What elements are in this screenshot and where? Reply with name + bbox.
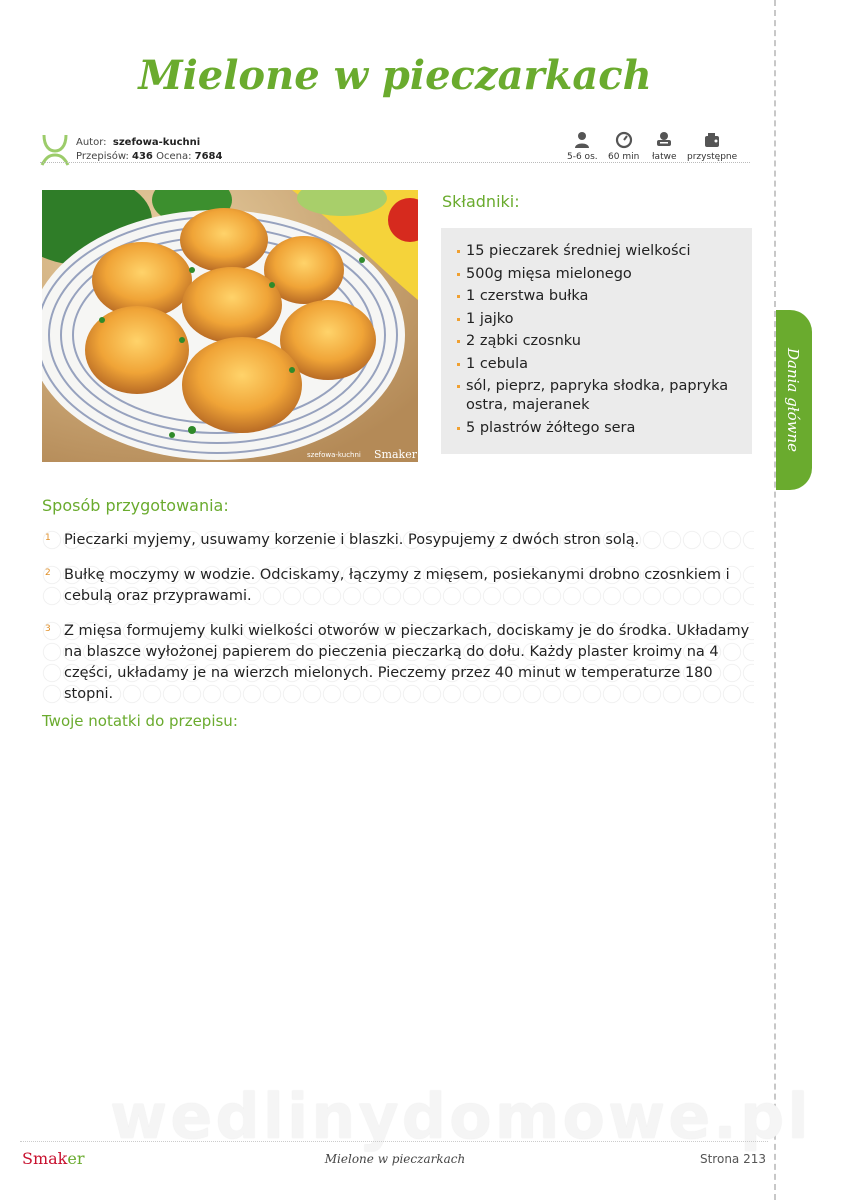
photo-watermark: Smaker xyxy=(374,448,417,461)
step-number: 3 xyxy=(45,624,51,634)
step-number: 2 xyxy=(45,568,51,578)
logo-part-b: er xyxy=(67,1149,85,1168)
author-info xyxy=(76,136,222,164)
photo-credit: szefowa-kuchni xyxy=(307,451,361,459)
difficulty-meta xyxy=(652,131,677,162)
servings-meta xyxy=(567,131,598,162)
rating-label: Ocena: xyxy=(156,151,192,162)
category-tab[interactable] xyxy=(776,310,812,490)
step-item xyxy=(42,530,754,551)
page-number: Strona 213 xyxy=(699,1152,766,1166)
time-meta xyxy=(608,131,639,162)
preparation-steps xyxy=(42,530,754,719)
cost-label: przystępne xyxy=(687,152,738,162)
ingredient-item: 1 czerstwa bułka xyxy=(457,287,738,306)
step-number: 1 xyxy=(45,533,51,543)
site-watermark: wedlinydomowe.pl xyxy=(110,1080,812,1153)
ingredients-list xyxy=(457,242,738,438)
step-item xyxy=(42,621,754,705)
person-icon xyxy=(573,131,591,149)
ingredient-item: 5 plastrów żółtego sera xyxy=(457,419,738,438)
servings-label: 5-6 os. xyxy=(567,152,598,162)
ingredient-item: 1 jajko xyxy=(457,310,738,329)
author-divider xyxy=(40,162,750,163)
preparation-heading: Sposób przygotowania: xyxy=(42,496,229,515)
ingredients-heading: Składniki: xyxy=(442,192,520,211)
step-text: Bułkę moczymy w wodzie. Odciskamy, łączymy z mięsem, posiekanymi drobno czosnkiem i cebulą oraz przyprawami. xyxy=(64,567,730,604)
step-text: Pieczarki myjemy, usuwamy korzenie i blaszki. Posypujemy z dwóch stron solą. xyxy=(64,532,640,548)
step-item xyxy=(42,565,754,607)
page-title: Mielone w pieczarkach xyxy=(138,52,652,99)
footer-divider xyxy=(20,1141,768,1142)
ingredient-item: 15 pieczarek średniej wielkości xyxy=(457,242,738,261)
notes-heading: Twoje notatki do przepisu: xyxy=(42,712,238,730)
cut-line xyxy=(774,0,776,1200)
chef-hat-icon xyxy=(655,131,673,149)
step-text: Z mięsa formujemy kulki wielkości otworów w pieczarkach, dociskamy je do środka. Układamy na blaszce wyłożonej papierem do pieczenia pieczarką do dołu. Każdy plaster kroimy na 4 części, układamy je na wierzch mielonych. Pieczemy przez 40 minut w temperaturze 180 stopni. xyxy=(64,623,750,702)
author-name[interactable]: szefowa-kuchni xyxy=(112,137,201,148)
ingredient-item: 2 ząbki czosnku xyxy=(457,332,738,351)
time-label: 60 min xyxy=(608,152,640,162)
ingredient-item: 500g mięsa mielonego xyxy=(457,265,738,284)
rating-value: 7684 xyxy=(194,151,223,162)
author-label: Autor: xyxy=(76,137,107,148)
difficulty-label: łatwe xyxy=(652,152,677,162)
category-tab-label: Dania główne xyxy=(784,348,802,453)
wallet-icon xyxy=(703,131,721,149)
ingredient-item: sól, pieprz, papryka słodka, papryka ostra, majeranek xyxy=(457,377,738,415)
ingredient-item: 1 cebula xyxy=(457,355,738,374)
footer-title: Mielone w pieczarkach xyxy=(324,1152,466,1166)
recipe-photo xyxy=(42,190,418,462)
logo-part-a: Smak xyxy=(22,1149,68,1168)
clock-icon xyxy=(615,131,633,149)
recipes-label: Przepisów: xyxy=(76,151,129,162)
cost-meta xyxy=(687,131,737,162)
recipes-count: 436 xyxy=(132,151,153,162)
ingredients-box xyxy=(441,228,752,454)
